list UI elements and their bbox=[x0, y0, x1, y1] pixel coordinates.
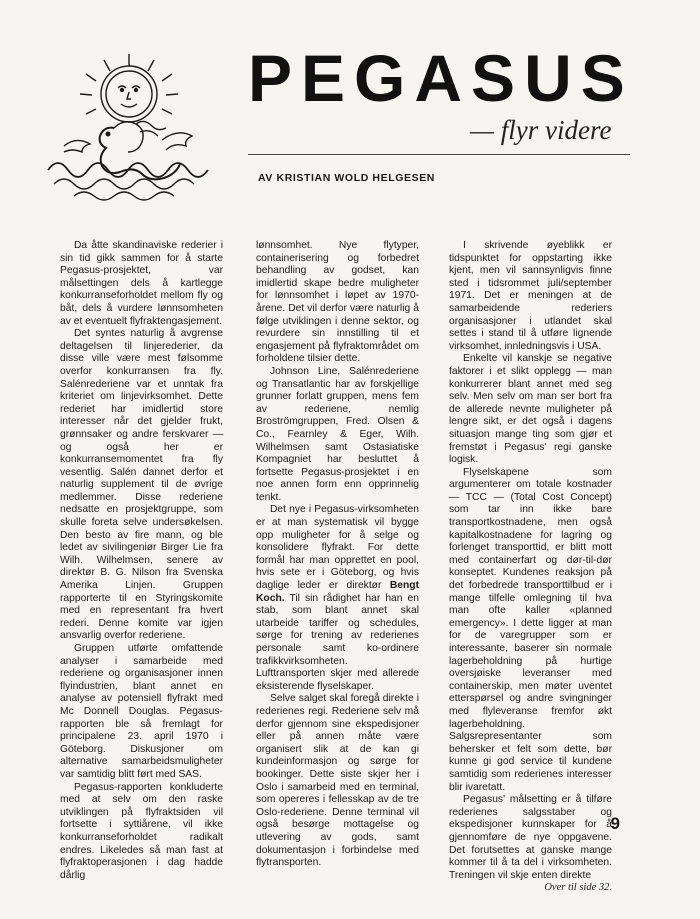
sun-and-sea-horse-icon bbox=[44, 50, 214, 200]
paragraph bbox=[256, 504, 419, 693]
page-number: 9 bbox=[610, 814, 620, 833]
paragraph: Pegasus-rapporten konkluderte med at selv om den raske utviklingen på flyfraktsiden vil fortsette i syttiårene, vil ikke konkurranseforholdet radikalt endres. Likeledes så man fast at flyfraktoperasjonen i dag hadde dårlig bbox=[60, 781, 223, 881]
paragraph: Enkelte vil kanskje se negative faktorer i et slikt opplegg — man konkurrerer blant annet med seg selv. Men selv om man ser bort fra de allerede nevnte muligheter på lengre sikt, er det også i dagens situasjon mange ting som gjør et fremstøt i Pegasus' regi ganske logisk. bbox=[449, 353, 612, 466]
article-title: PEGASUS bbox=[248, 41, 634, 115]
paragraph: Pegasus' målsetting er å tilføre rederienes salgsstaber og ekspedisjoner kunnskaper for å gjennomføre de nye oppgavene. Det forutsettes at ganske mange kommer til å ta del i virksomheten. Treningen vil skje enten direkte bbox=[449, 794, 612, 881]
byline: AV KRISTIAN WOLD HELGESEN bbox=[258, 172, 435, 184]
article-subtitle: — flyr videre bbox=[470, 115, 612, 145]
paragraph: lønnsomhet. Nye flytyper, containerisering og forbedret behandling av godset, kan imidlertid skape bedre muligheter for lønnsomhet i løpet av 1970-årene. Det vil derfor være naturlig å følge utviklingen i denne sektor, og revurdere sin innstilling til et engasjement på flyfraktområdet om forholdene tilsier dette. bbox=[256, 240, 419, 365]
paragraph: Da åtte skandinaviske rederier i sin tid gikk sammen for å starte Pegasus-prosjektet, var målsettingen dels å kartlegge konkurranseforholdet mellom fly og båt, dels å vurdere lønnsomheten av et eventuelt flyfraktengasjement. bbox=[60, 240, 223, 327]
paragraph: Flyselskapene som argumenterer om totale kostnader — TCC — (Total Cost Concept) som tar inn ikke bare transportkostnadene, men også kapitalkostnadene for lagring og forlenget transporttid, er blitt mott med containerfart og dør-til-dør konseptet. Kundenes reaksjon på det forbedrede transporttilbud er i mange tilfelle omlegning til hva man ofte kaller «planned emergency». I dette ligger at man for de varegrupper som er interessante, baserer sin normale lagerbeholdning på hurtige oversjøiske leveranser med containerskip, men møter uventet etterspørsel og andre svingninger med flyleveranse fremfor økt lagerbeholdning. Salgsrepresentanter som behersker et felt som dette, bør kunne gi god service til kundene samtidig som rederienes interesser blir ivaretatt. bbox=[449, 466, 612, 793]
paragraph: Johnson Line, Salénrederiene og Transatlantic har av forskjellige grunner forlatt gruppen, mens fem av rederiene, nemlig Broströmgruppen, Fred. Olsen & Co., Fearnley & Eger, Wilh. Wilhelmsen samt Ostasiatiske Kompagniet har besluttet å fortsette Pegasus-prosjektet i en noe annen form enn opprinnelig tenkt. bbox=[256, 365, 419, 503]
paragraph: Gruppen utførte omfattende analyser i samarbeide med rederiene og organisasjoner innen flyindustrien, blant annet en analyse av potensiell flyfrakt med Mc Donnell Douglas. Pegasus-rapporten ble så fremlagt for principalene 23. april 1970 i Göteborg. Diskusjoner om alternative samarbeidsmuligheter var samtidig blitt ført med SAS. bbox=[60, 643, 223, 780]
text-column-1 bbox=[60, 240, 223, 881]
paragraph: I skrivende øyeblikk er tidspunktet for oppstarting ikke kjent, men vil sannsynligvis finne sted i tidsrommet juli/september 1971. Det er meningen at de samarbeidende rederiers organisasjoner i utlandet skal settes i stand til å utføre lignende virksomhet, innledningsvis i USA. bbox=[449, 240, 612, 352]
title-divider bbox=[248, 154, 630, 155]
paragraph: Selve salget skal foregå direkte i rederienes regi. Rederiene selv må derfor gjennom sine ekspedisjoner eller på annen måte være organisert slik at de kan gi kundeinformasjon og sørge for bookinger. Dette siste skjer her i Oslo i samarbeid med en terminal, som opereres i fellesskap av de tre Oslo-rederiene. Denne terminal vil også besørge mottagelse og utlevering av gods, samt dokumentasjon i forbindelse med flytransporten. bbox=[256, 693, 419, 869]
paragraph-text: Det nye i Pegasus-virksomheten er at man systematisk vil bygge opp muligheter for å selge og konsolidere flyfrakt. For dette formål har man opprettet en pool, hvis sete er i Göteborg, og hvis daglige leder er direktør bbox=[256, 504, 419, 592]
text-column-2 bbox=[256, 240, 419, 869]
text-column-3 bbox=[449, 240, 612, 894]
paragraph-text: Til sin rådighet har han en stab, som blant annet skal utarbeide tariffer og schedules, sørge for trening av rederienes personale samt ko-ordinere trafikkvirksomheten. Lufttransporten skjer med allerede eksisterende flyselskaper. bbox=[256, 592, 419, 692]
paragraph: Det syntes naturlig å avgrense deltagelsen til linjerederier, da disse ville være mest følsomme overfor konkurransen fra fly. Salénrederiene var et unntak fra kriteriet om linjevirksomhet. Dette rederiet har imidlertid store interesser når det gjelder frukt, grønnsaker og andre ferskvarer — og også her er konkurransemomentet fra fly vesentlig. Salén dannet derfor et naturlig supplement til de øvrige medlemmer. Disse rederiene nedsatte en prosjektgruppe, som skulle foreta selve undersøkelsen. Den besto av fire mann, og ble ledet av sivilingeniør Birger Lie fra Wilh. Wilhelmsen, senere av direktør B. G. Nilson fra Svenska Amerika Linjen. Gruppen rapporterte til en Styringskomite med en representant fra hvert rederi. Denne komite var igjen ansvarlig overfor rederiene. bbox=[60, 328, 223, 642]
director-name: Bengt Koch. bbox=[256, 580, 419, 604]
continued-on-page: Over til side 32. bbox=[544, 882, 612, 894]
